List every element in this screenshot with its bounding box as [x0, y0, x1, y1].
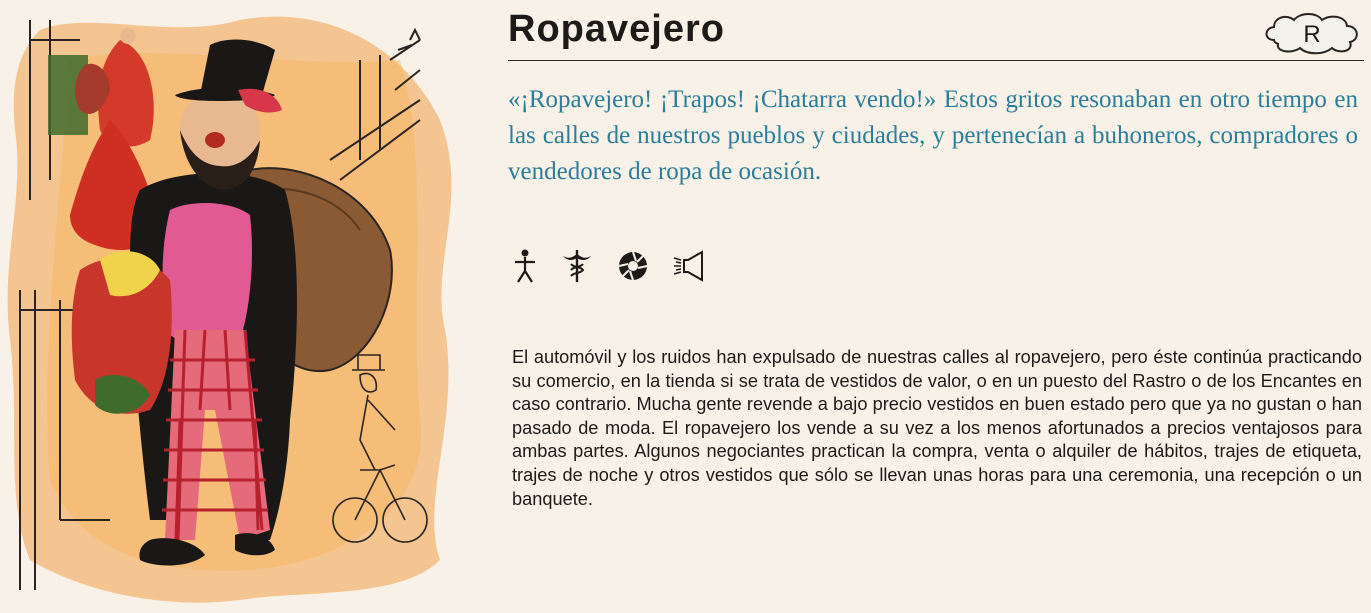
badge-letter: R [1303, 21, 1321, 48]
caduceus-icon [560, 248, 594, 284]
pink-vest [163, 203, 252, 347]
person-icon [512, 248, 538, 284]
symbols-row [512, 248, 706, 284]
ragman-illustration [0, 0, 470, 613]
title-rule [508, 60, 1364, 61]
loudspeaker-icon [672, 248, 706, 284]
top-hat [200, 40, 275, 95]
aperture-icon [616, 248, 650, 284]
intro-paragraph: «¡Ropavejero! ¡Trapos! ¡Chatarra vendo!» Estos gritos resonaban en otro tiempo en las calles de nuestros pueblos y ciudades, y pertenecían a buhoneros, compradores o vendedores de ropa de ocasión. [508, 86, 1358, 185]
category-badge [1262, 10, 1362, 56]
entry-title: Ropavejero [508, 8, 725, 50]
body-paragraph: El automóvil y los ruidos han expulsado de nuestras calles al ropavejero, pero éste continúa practicando su comercio, en la tienda si se trata de vestidos de valor, o en un puesto del Rastro o de los Encantes en caso contrario. Mucha gente revende a bajo precio vestidos en buen estado pero que ya no gustan o han pasado de moda. El ropavejero los vende a su vez a los menos afortunados a precios ventajosos para ambas partes. Algunos negociantes practican la compra, venta o alquiler de hábitos, trajes de etiqueta, trajes de noche y otros vestidos que sólo se llevan unas horas para una ceremonia, una recepción o un banquete. [512, 347, 1362, 509]
